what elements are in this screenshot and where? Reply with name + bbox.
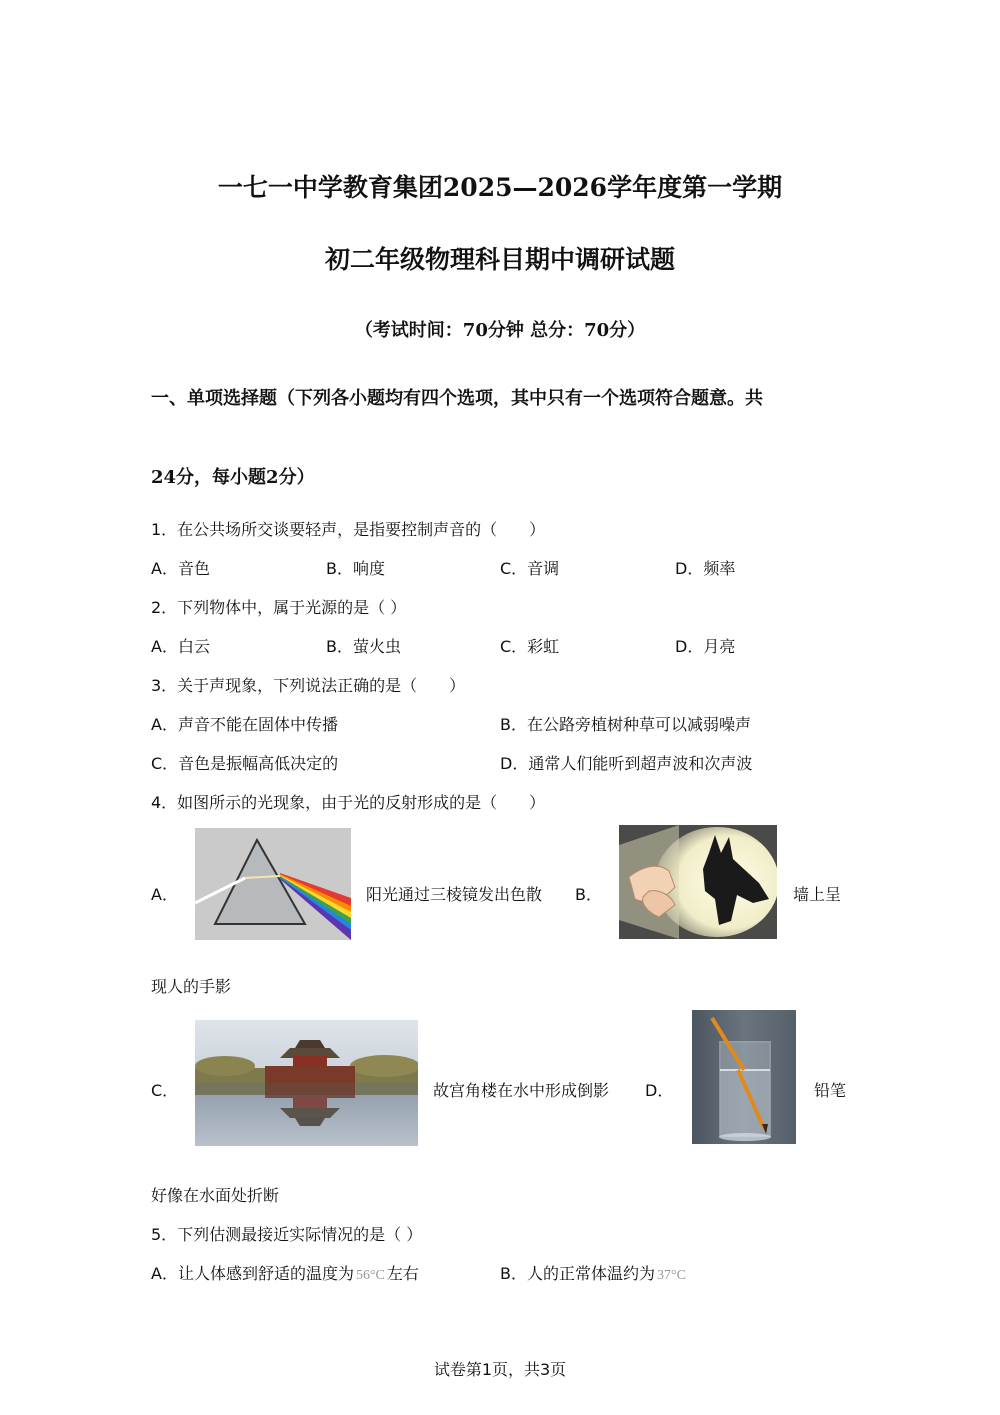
question-2-stem: 2．下列物体中，属于光源的是（ ）: [151, 598, 407, 617]
q5-option-a-text: A．让人体感到舒适的温度为: [151, 1264, 354, 1283]
q2-option-d: D．月亮: [675, 637, 736, 656]
q4-option-c-text: 故宫角楼在水中形成倒影: [433, 1081, 610, 1100]
q5-option-b: [500, 1261, 688, 1284]
prism-dispersion-image: [195, 828, 351, 940]
question-3-stem: 3．关于声现象，下列说法正确的是（ ）: [151, 676, 466, 695]
pencil-in-water-image: [692, 1010, 796, 1144]
q5-option-b-text: B．人的正常体温约为: [500, 1264, 655, 1283]
q3-option-b: B．在公路旁植树种草可以减弱噪声: [500, 715, 751, 734]
q4-option-d-text: 铅笔: [814, 1081, 847, 1100]
q2-option-c: C．彩虹: [500, 637, 560, 656]
q3-option-d: D．通常人们能听到超声波和次声波: [500, 754, 753, 773]
q2-option-a: A．白云: [151, 637, 210, 656]
section-heading-line1: 一、单项选择题（下列各小题均有四个选项，其中只有一个选项符合题意。共: [151, 388, 763, 409]
question-1-stem: 1．在公共场所交谈要轻声，是指要控制声音的（ ）: [151, 520, 546, 539]
q4-option-b-text-continued: 现人的手影: [151, 977, 232, 996]
exam-title-line2: 初二年级物理科目期中调研试题: [324, 245, 675, 274]
question-4-stem: 4．如图所示的光现象，由于光的反射形成的是（ ）: [151, 793, 546, 812]
q2-option-b: B．萤火虫: [326, 637, 401, 656]
q1-option-b: B．响度: [326, 559, 385, 578]
q4-option-b-text: 墙上呈: [793, 885, 842, 904]
q5-option-a-temperature: 56°C: [355, 1268, 385, 1283]
q1-option-c: C．音调: [500, 559, 560, 578]
q5-option-b-temperature: 37°C: [656, 1268, 686, 1283]
q4-option-d-text-continued: 好像在水面处折断: [151, 1186, 280, 1205]
exam-info: （考试时间：70分钟 总分：70分）: [354, 320, 646, 341]
q4-option-b-letter: B．: [575, 885, 602, 904]
q4-option-c-letter: C．: [151, 1081, 179, 1100]
q4-option-a-letter: A．: [151, 885, 178, 904]
q1-option-d: D．频率: [675, 559, 736, 578]
q4-option-a-text: 阳光通过三棱镜发出色散: [366, 885, 543, 904]
q5-option-a-suffix: 左右: [386, 1264, 419, 1283]
q5-option-a: [151, 1261, 419, 1284]
q3-option-a: A．声音不能在固体中传播: [151, 715, 338, 734]
hand-shadow-image: [619, 825, 777, 939]
section-heading-line2: 24分，每小题2分）: [151, 467, 315, 488]
q4-option-d-letter: D．: [645, 1081, 674, 1100]
page-footer: 试卷第1页，共3页: [433, 1360, 567, 1379]
q1-option-a: A．音色: [151, 559, 210, 578]
q3-option-c: C．音色是振幅高低决定的: [151, 754, 339, 773]
exam-title-line1: 一七一中学教育集团2025—2026学年度第一学期: [217, 173, 783, 202]
corner-tower-reflection-image: [195, 1020, 418, 1146]
question-5-stem: 5．下列估测最接近实际情况的是（ ）: [151, 1225, 423, 1244]
